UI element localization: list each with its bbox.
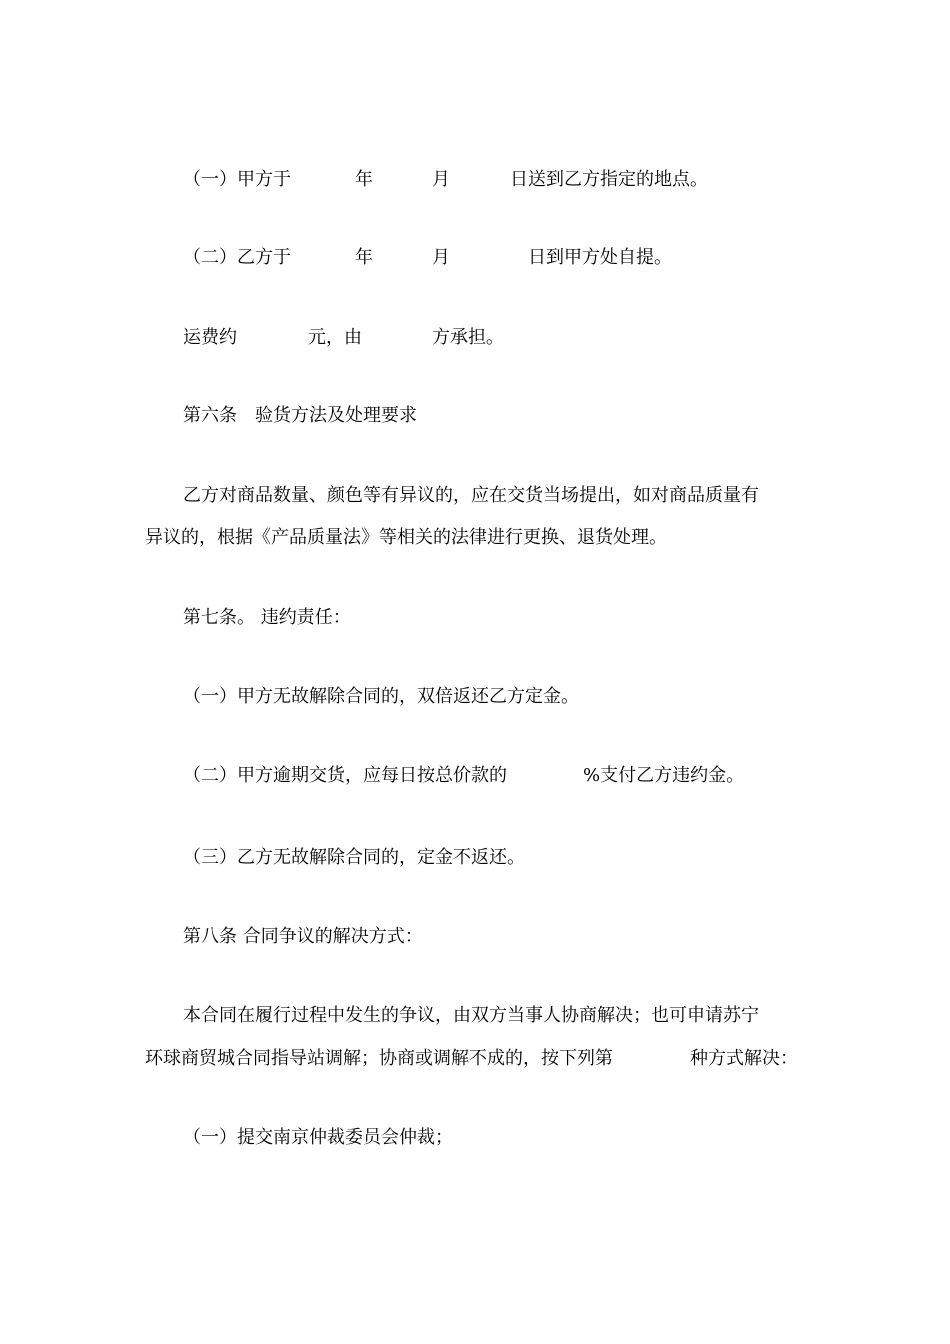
article-8-body-line-2-suffix: 种方式解决： <box>690 1048 798 1069</box>
article-6-body-line-2: 异议的，根据《产品质量法》等相关的法律进行更换、退货处理。 <box>145 527 667 548</box>
freight-clause-suffix: 方承担。 <box>432 327 504 348</box>
delivery-clause-1-month: 月 <box>432 169 450 190</box>
delivery-clause-1-prefix: （一）甲方于 <box>183 169 291 190</box>
article-8-body-line-2-prefix: 环球商贸城合同指导站调解；协商或调解不成的，按下列第 <box>145 1048 613 1069</box>
delivery-clause-2-month: 月 <box>432 247 450 268</box>
article-7-item-2-suffix: %支付乙方违约金。 <box>583 765 745 786</box>
article-7-title: 第七条。 违约责任： <box>183 607 351 628</box>
article-8-body-line-1: 本合同在履行过程中发生的争议，由双方当事人协商解决；也可申请苏宁 <box>183 1005 759 1026</box>
delivery-clause-2-year: 年 <box>355 247 373 268</box>
article-7-item-2-prefix: （二）甲方逾期交货，应每日按总价款的 <box>183 765 507 786</box>
freight-clause-middle: 元，由 <box>308 327 362 348</box>
freight-clause-prefix: 运费约 <box>183 327 237 348</box>
delivery-clause-1-year: 年 <box>355 169 373 190</box>
article-7-item-3: （三）乙方无故解除合同的，定金不返还。 <box>183 847 525 868</box>
article-6-title: 第六条 验货方法及处理要求 <box>183 405 417 426</box>
delivery-clause-2-prefix: （二）乙方于 <box>183 247 291 268</box>
article-7-item-1: （一）甲方无故解除合同的，双倍返还乙方定金。 <box>183 686 579 707</box>
article-8-item-1: （一）提交南京仲裁委员会仲裁； <box>183 1127 453 1148</box>
article-6-body-line-1: 乙方对商品数量、颜色等有异议的，应在交货当场提出，如对商品质量有 <box>183 485 759 506</box>
delivery-clause-2-suffix: 日到甲方处自提。 <box>528 247 672 268</box>
article-8-title: 第八条 合同争议的解决方式： <box>183 926 423 947</box>
delivery-clause-1-suffix: 日送到乙方指定的地点。 <box>510 169 708 190</box>
